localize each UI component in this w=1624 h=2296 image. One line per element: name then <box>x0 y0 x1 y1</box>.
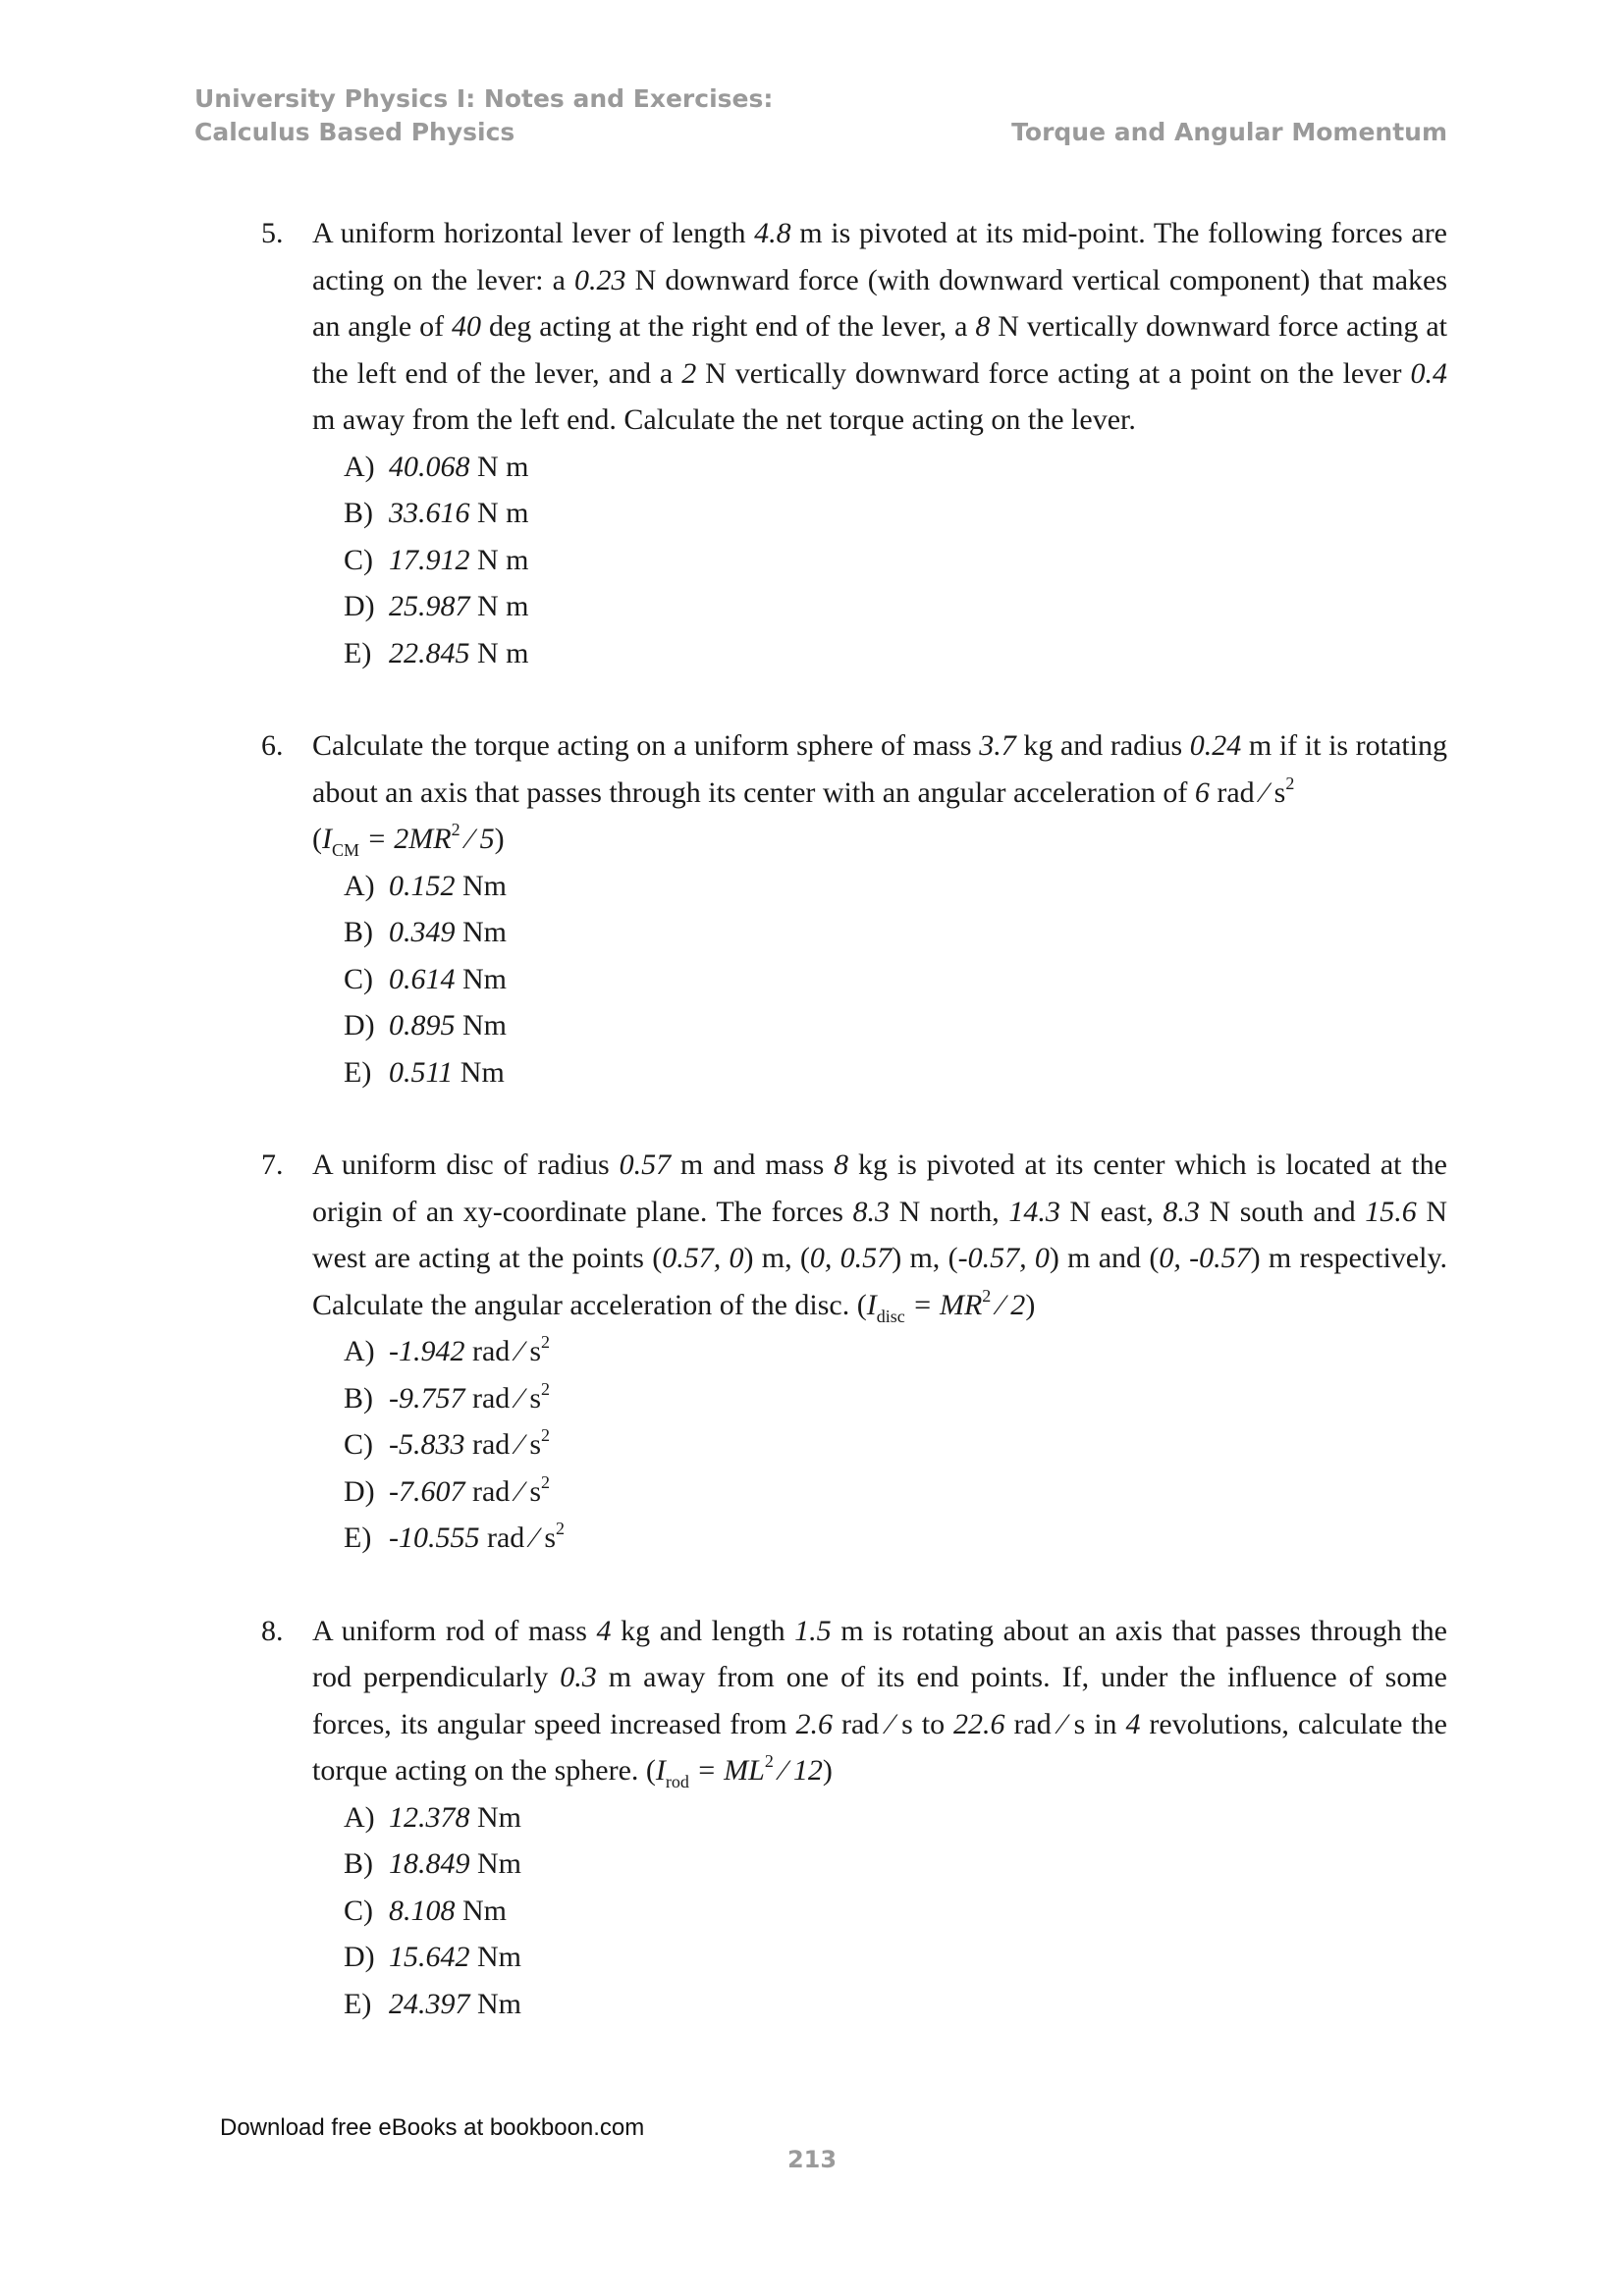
option-e: E) 24.397 Nm <box>344 1987 521 2020</box>
option-a: A) 40.068 N m <box>344 450 529 483</box>
option-a: A) 0.152 Nm <box>344 869 507 902</box>
option-a: A) -1.942 rad ⁄ $s^2$ <box>344 1332 550 1367</box>
question-number: 7. <box>261 1148 284 1181</box>
question-text: A uniform horizontal lever of length 4.8 m is pivoted at its mid-point. The following forces are acting on the lever: a 0.23 N downward force (with downward vertical component) that makes an angle of 40 deg acting at the right end of the lever, a 8 N vertically downward force acting at the left end of the lever, and a 2 N vertically downward force acting at a point on the lever 0.4 m away from the left end. Calculate the net torque acting on the lever. <box>312 217 1448 436</box>
option-b: B) 0.349 Nm <box>344 916 507 948</box>
option-b: B) 18.849 Nm <box>344 1847 521 1880</box>
option-a: A) 12.378 Nm <box>344 1800 521 1834</box>
answer-options <box>312 1328 1447 1562</box>
option-e: E) 22.845 N m <box>344 636 529 669</box>
option-d: D) 0.895 Nm <box>344 1009 507 1041</box>
running-header-chapter-title: Torque and Angular Momentum <box>1011 118 1447 146</box>
question-8 <box>261 1608 1447 2028</box>
question-text: Calculate the torque acting on a uniform sphere of mass 3.7 kg and radius 0.24 m if it is rotating about an axis that passes through its center with an angular acceleration of 6 rad ⁄ $s^2$ ($I_{CM} = 2MR^2$ ⁄ 5) <box>312 729 1447 860</box>
answer-options <box>312 444 1447 677</box>
answer-options <box>312 1794 1447 2028</box>
option-c: C) 17.912 N m <box>344 543 529 576</box>
option-c: C) 8.108 Nm <box>344 1894 507 1927</box>
option-b: B) -9.757 rad ⁄ $s^2$ <box>344 1378 550 1415</box>
book-title-line-2: Calculus Based Physics <box>194 118 515 146</box>
answer-options <box>312 863 1447 1096</box>
formula: ($I_{CM} = 2MR^2$ ⁄ 5) <box>312 820 505 860</box>
option-e: E) 0.511 Nm <box>344 1055 505 1089</box>
option-d: D) 25.987 N m <box>344 590 529 622</box>
running-header-book-title <box>194 82 773 149</box>
question-7 <box>261 1142 1447 1562</box>
question-number: 6. <box>261 729 284 762</box>
question-text: A uniform rod of mass 4 kg and length 1.5 m is rotating about an axis that passes through the rod perpendicularly 0.3 m away from one of its end points. If, under the influence of some forces, its angular speed increased from 2.6 rad ⁄ s to 22.6 rad ⁄ s in 4 revolutions, calculate the torque acting on the sphere. ($I_{rod} = ML^2$ ⁄ 12) <box>312 1614 1447 1791</box>
question-5 <box>261 210 1447 676</box>
book-title-line-1: University Physics I: Notes and Exercises: <box>194 84 774 113</box>
option-e: E) -10.555 rad ⁄ $s^2$ <box>344 1519 565 1554</box>
question-list <box>261 210 1447 2073</box>
page-number: 213 <box>786 2146 838 2173</box>
question-text: A uniform disc of radius 0.57 m and mass 8 kg is pivoted at its center which is located at the origin of an xy-coordinate plane. The forces 8.3 N north, 14.3 N east, 8.3 N south and 15.6 N west are acting at the points (0.57, 0) m, (0, 0.57) m, (-0.57, 0) m and (0, -0.57) m respectively. Calculate the angular acceleration of the disc. ($I_{disc} = MR^2$ ⁄ 2) <box>312 1148 1448 1326</box>
question-number: 5. <box>261 217 284 249</box>
option-c: C) -5.833 rad ⁄ $s^2$ <box>344 1425 550 1461</box>
option-d: D) -7.607 rad ⁄ $s^2$ <box>344 1471 550 1508</box>
option-c: C) 0.614 Nm <box>344 962 507 995</box>
question-6 <box>261 722 1447 1095</box>
option-d: D) 15.642 Nm <box>344 1941 521 1973</box>
download-ebooks-footer: Download free eBooks at bookboon.com <box>220 2114 645 2141</box>
option-b: B) 33.616 N m <box>344 497 529 529</box>
question-number: 8. <box>261 1614 284 1647</box>
